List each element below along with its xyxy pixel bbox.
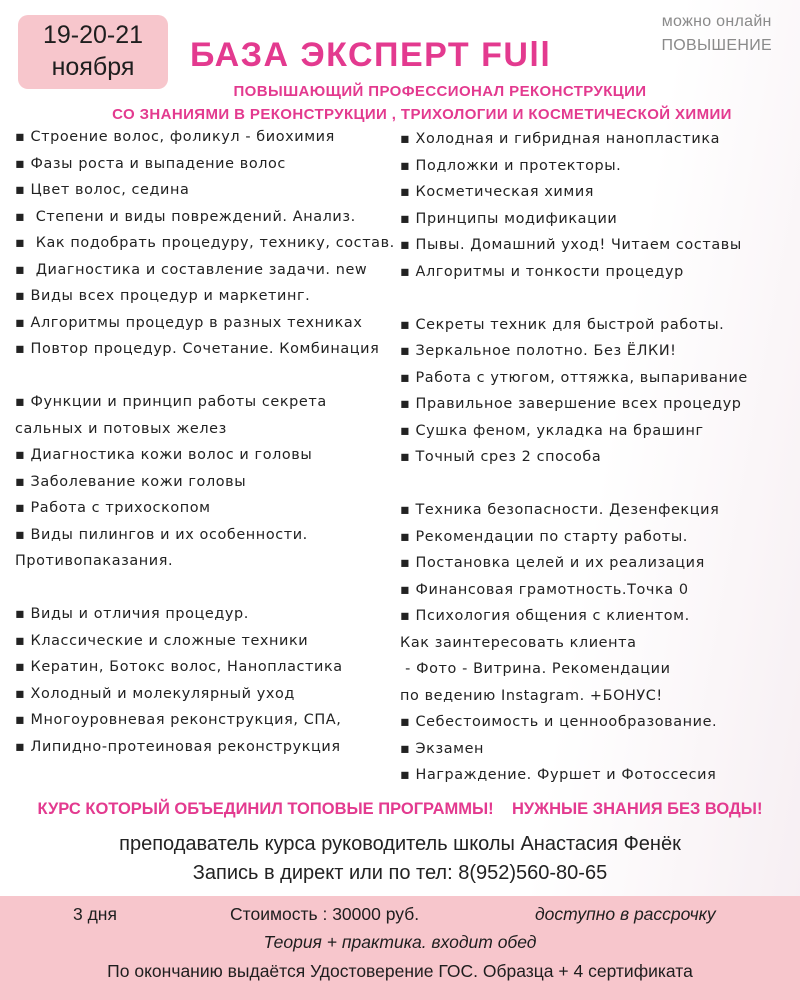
- list-item: ▪ Себестоимость и ценнообразование.: [400, 714, 718, 730]
- list-item: ▪ Фазы роста и выпадение волос: [15, 155, 286, 172]
- list-item: ▪ Функции и принцип работы секрета: [15, 394, 327, 410]
- list-item: ▪ Пывы. Домашний уход! Читаем составы: [400, 237, 742, 253]
- list-gap: [400, 285, 748, 312]
- online-note: [661, 10, 772, 58]
- date-days: 19-20-21: [42, 21, 144, 49]
- installment-note: доступно в рассрочку: [535, 904, 716, 924]
- list-gap: [15, 575, 395, 602]
- list-item: ▪ Принципы модификации: [400, 210, 618, 227]
- list-item: ▪ Виды пилингов и их особенности.: [15, 526, 308, 543]
- list-item: ▪ Сушка феном, укладка на брашинг: [400, 422, 704, 439]
- list-item: ▪ Работа с трихоскопом: [15, 500, 211, 516]
- list-item: по ведению Instagram. +БОНУС!: [400, 687, 663, 704]
- list-item: ▪ Диагностика и составление задачи. new: [15, 261, 368, 278]
- list-item: ▪ Алгоритмы и тонкости процедур: [400, 263, 684, 280]
- list-item: ▪ Холодная и гибридная нанопластика: [400, 131, 721, 147]
- list-item: ▪ Алгоритмы процедур в разных техниках: [15, 314, 363, 331]
- subtitle-line2: СО ЗНАНИЯМИ В РЕКОНСТРУКЦИИ , ТРИХОЛОГИИ И КОСМЕТИЧЕСКОЙ ХИМИИ: [112, 106, 732, 123]
- list-item: ▪ Зеркальное полотно. Без ЁЛКИ!: [400, 343, 677, 359]
- list-item: ▪ Рекомендации по старту работы.: [400, 528, 688, 545]
- list-item: ▪ Финансовая грамотность.Точка 0: [400, 581, 689, 598]
- list-item: ▪ Степени и виды повреждений. Анализ.: [15, 208, 356, 225]
- course-price: Стоимость : 30000 руб.: [230, 904, 420, 924]
- date-badge: [18, 15, 168, 89]
- teacher-info: преподаватель курса руководитель школы Анастасия Фенёк: [119, 833, 681, 855]
- list-item: ▪ Многоуровневая реконструкция, СПА,: [15, 712, 342, 728]
- list-item: ▪ Виды всех процедур и маркетинг.: [15, 288, 311, 304]
- contact-info: Запись в директ или по тел: 8(952)560-80-65: [192, 862, 608, 884]
- promo-banner: КУРС КОТОРЫЙ ОБЪЕДИНИЛ ТОПОВЫЕ ПРОГРАММЫ! НУЖНЫЕ ЗНАНИЯ БЕЗ ВОДЫ!: [37, 800, 763, 818]
- list-item: ▪ Постановка целей и их реализация: [400, 555, 705, 571]
- list-item: ▪ Точный срез 2 способа: [400, 449, 602, 465]
- list-item: ▪ Косметическая химия: [400, 184, 595, 200]
- list-item: ▪ Кератин, Ботокс волос, Нанопластика: [15, 659, 343, 675]
- list-item: ▪ Секреты техник для быстрой работы.: [400, 316, 725, 333]
- list-item: ▪ Подложки и протекторы.: [400, 157, 622, 174]
- list-item: ▪ Строение волос, фоликул - биохимия: [15, 129, 335, 145]
- list-item: ▪ Техника безопасности. Дезенфекция: [400, 502, 720, 518]
- list-item: ▪ Работа с утюгом, оттяжка, выпаривание: [400, 369, 748, 386]
- date-month: ноября: [51, 53, 135, 81]
- list-item: Противопаказания.: [15, 553, 174, 569]
- list-item: ▪ Классические и сложные техники: [15, 632, 309, 649]
- list-item: ▪ Липидно-протеиновая реконструкция: [15, 738, 341, 755]
- list-item: ▪ Как подобрать процедуру, технику, состав.: [15, 235, 395, 251]
- list-item: ▪ Психология общения с клиентом.: [400, 608, 690, 624]
- certificate-note: По окончанию выдаётся Удостоверение ГОС. Образца + 4 сертификата: [107, 961, 693, 981]
- list-item: сальных и потовых желез: [15, 420, 227, 437]
- list-item: - Фото - Витрина. Рекомендации: [400, 661, 671, 677]
- list-item: ▪ Заболевание кожи головы: [15, 473, 247, 490]
- list-item: ▪ Холодный и молекулярный уход: [15, 685, 295, 702]
- program-list-right: [400, 126, 748, 789]
- online-note-line1: можно онлайн: [661, 13, 772, 30]
- subtitle-line1: ПОВЫШАЮЩИЙ ПРОФЕССИОНАЛ РЕКОНСТРУКЦИИ: [233, 83, 647, 100]
- list-item: ▪ Правильное завершение всех процедур: [400, 396, 742, 412]
- online-note-line2: ПОВЫШЕНИЕ: [661, 37, 772, 54]
- page-title: БАЗА ЭКСПЕРТ FUll: [190, 36, 552, 74]
- list-item: ▪ Виды и отличия процедур.: [15, 606, 249, 622]
- footer-panel: [0, 896, 800, 1000]
- list-gap: [400, 471, 748, 498]
- format-note: Теория + практика. входит обед: [263, 932, 537, 952]
- list-item: Как заинтересовать клиента: [400, 634, 637, 651]
- list-item: ▪ Экзамен: [400, 740, 485, 757]
- list-item: ▪ Цвет волос, седина: [15, 182, 190, 198]
- list-item: ▪ Повтор процедур. Сочетание. Комбинация: [15, 341, 380, 357]
- course-duration: 3 дня: [73, 904, 117, 924]
- list-item: ▪ Диагностика кожи волос и головы: [15, 447, 313, 463]
- list-item: ▪ Награждение. Фуршет и Фотоссесия: [400, 767, 717, 783]
- list-gap: [15, 363, 395, 390]
- program-list-left: [15, 124, 395, 760]
